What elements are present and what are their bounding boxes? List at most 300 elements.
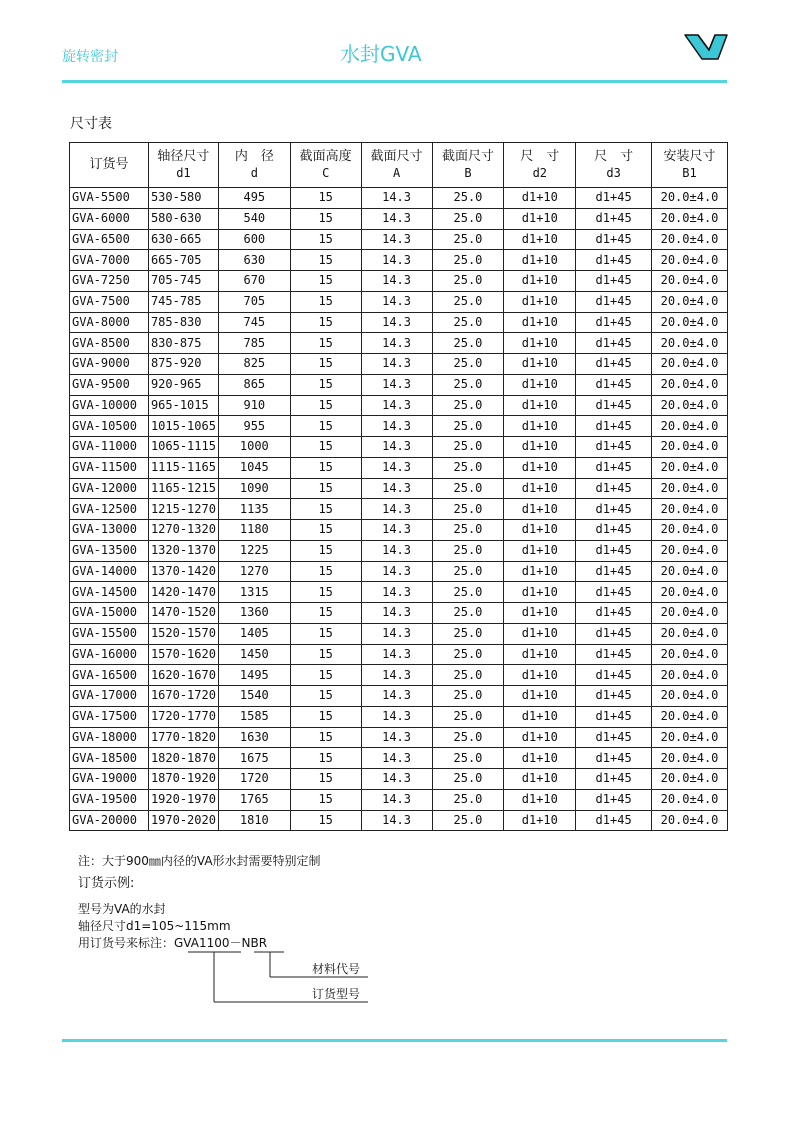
table-cell: d1+10 (504, 478, 576, 499)
table-cell: d1+10 (504, 561, 576, 582)
table-cell: 20.0±4.0 (652, 188, 728, 209)
table-cell: 705-745 (148, 271, 218, 292)
table-cell: 15 (290, 188, 361, 209)
table-cell: 20.0±4.0 (652, 437, 728, 458)
table-cell: GVA-18000 (70, 727, 149, 748)
table-cell: GVA-9000 (70, 354, 149, 375)
table-cell: d1+10 (504, 706, 576, 727)
table-cell: 14.3 (361, 188, 432, 209)
table-cell: d1+45 (576, 229, 652, 250)
table-cell: 14.3 (361, 540, 432, 561)
table-cell: 20.0±4.0 (652, 603, 728, 624)
table-cell: 20.0±4.0 (652, 706, 728, 727)
table-cell: 25.0 (432, 603, 504, 624)
table-cell: 20.0±4.0 (652, 665, 728, 686)
table-cell: 1405 (218, 623, 290, 644)
header-label: 截面尺寸 (370, 149, 423, 164)
table-cell: GVA-11000 (70, 437, 149, 458)
table-cell: GVA-15000 (70, 603, 149, 624)
table-cell: d1+10 (504, 457, 576, 478)
table-cell: 20.0±4.0 (652, 374, 728, 395)
table-cell: 20.0±4.0 (652, 520, 728, 541)
table-cell: d1+45 (576, 810, 652, 831)
table-cell: 1675 (218, 748, 290, 769)
table-cell: 15 (290, 582, 361, 603)
table-cell: 14.3 (361, 416, 432, 437)
table-cell: 20.0±4.0 (652, 354, 728, 375)
header-label: 截面尺寸 (441, 149, 494, 164)
table-cell: d1+45 (576, 312, 652, 333)
table-cell: 14.3 (361, 312, 432, 333)
table-cell: 25.0 (432, 686, 504, 707)
header-symbol: d3 (606, 166, 621, 180)
table-cell: 1450 (218, 644, 290, 665)
table-cell: 15 (290, 499, 361, 520)
header-label: 订货号 (89, 157, 129, 172)
table-cell: d1+10 (504, 229, 576, 250)
table-cell: 955 (218, 416, 290, 437)
table-cell: 25.0 (432, 748, 504, 769)
table-cell: 1620-1670 (148, 665, 218, 686)
table-cell: 14.3 (361, 665, 432, 686)
header-label: 安装尺寸 (663, 149, 716, 164)
table-cell: 14.3 (361, 603, 432, 624)
table-cell: 15 (290, 623, 361, 644)
header-left-label: 旋转密封 (62, 49, 118, 65)
table-cell: 25.0 (432, 623, 504, 644)
table-cell: GVA-12500 (70, 499, 149, 520)
table-cell: 14.3 (361, 810, 432, 831)
table-cell: 15 (290, 665, 361, 686)
table-cell: d1+45 (576, 271, 652, 292)
table-cell: 600 (218, 229, 290, 250)
table-cell: GVA-6000 (70, 208, 149, 229)
table-cell: 1270-1320 (148, 520, 218, 541)
table-cell: 20.0±4.0 (652, 686, 728, 707)
example-line-code: 用订货号来标注：GVA1100－NBR (78, 936, 268, 950)
table-cell: d1+45 (576, 208, 652, 229)
table-cell: 15 (290, 312, 361, 333)
table-cell: GVA-16500 (70, 665, 149, 686)
table-cell: 1820-1870 (148, 748, 218, 769)
header-label: 尺 寸 (520, 149, 560, 164)
table-cell: 1135 (218, 499, 290, 520)
table-cell: 25.0 (432, 208, 504, 229)
header-symbol: B1 (682, 166, 697, 180)
table-cell: 20.0±4.0 (652, 769, 728, 790)
table-cell: 20.0±4.0 (652, 271, 728, 292)
table-cell: GVA-19000 (70, 769, 149, 790)
table-cell: 1225 (218, 540, 290, 561)
table-cell: 1015-1065 (148, 416, 218, 437)
example-line-shaft: 轴径尺寸d1=105~115mm (78, 919, 231, 933)
table-cell: d1+45 (576, 748, 652, 769)
table-cell: 830-875 (148, 333, 218, 354)
table-cell: 15 (290, 706, 361, 727)
table-cell: 1540 (218, 686, 290, 707)
table-cell: d1+10 (504, 789, 576, 810)
table-cell: 14.3 (361, 520, 432, 541)
table-cell: 14.3 (361, 686, 432, 707)
table-cell: 1970-2020 (148, 810, 218, 831)
table-cell: GVA-13000 (70, 520, 149, 541)
label-material-code: 材料代号 (312, 962, 361, 976)
header-symbol: d2 (532, 166, 548, 180)
table-cell: GVA-9500 (70, 374, 149, 395)
table-cell: 20.0±4.0 (652, 540, 728, 561)
table-cell: 910 (218, 395, 290, 416)
table-cell: 1360 (218, 603, 290, 624)
table-cell: d1+45 (576, 499, 652, 520)
table-cell: 14.3 (361, 457, 432, 478)
table-cell: 14.3 (361, 291, 432, 312)
table-cell: 14.3 (361, 478, 432, 499)
table-cell: GVA-7250 (70, 271, 149, 292)
table-cell: 25.0 (432, 333, 504, 354)
table-cell: 1420-1470 (148, 582, 218, 603)
table-cell: 14.3 (361, 623, 432, 644)
table-cell: 495 (218, 188, 290, 209)
table-cell: 25.0 (432, 478, 504, 499)
table-cell: 25.0 (432, 374, 504, 395)
table-cell: 20.0±4.0 (652, 561, 728, 582)
table-cell: GVA-11500 (70, 457, 149, 478)
table-cell: 14.3 (361, 727, 432, 748)
table-cell: 20.0±4.0 (652, 250, 728, 271)
table-cell: 20.0±4.0 (652, 810, 728, 831)
table-cell: 1045 (218, 457, 290, 478)
table-cell: GVA-17500 (70, 706, 149, 727)
table-cell: 20.0±4.0 (652, 727, 728, 748)
header-symbol: d1 (176, 166, 191, 180)
table-cell: 15 (290, 520, 361, 541)
table-cell: 15 (290, 561, 361, 582)
table-cell: d1+10 (504, 395, 576, 416)
table-cell: 25.0 (432, 769, 504, 790)
table-cell: 15 (290, 416, 361, 437)
table-cell: d1+10 (504, 603, 576, 624)
table-cell: 920-965 (148, 374, 218, 395)
table-cell: GVA-14000 (70, 561, 149, 582)
table-cell: 1180 (218, 520, 290, 541)
table-cell: 15 (290, 644, 361, 665)
table-cell: d1+10 (504, 686, 576, 707)
table-cell: 1770-1820 (148, 727, 218, 748)
table-cell: GVA-12000 (70, 478, 149, 499)
table-cell: 25.0 (432, 706, 504, 727)
table-cell: d1+45 (576, 416, 652, 437)
table-cell: d1+45 (576, 333, 652, 354)
table-cell: 1320-1370 (148, 540, 218, 561)
table-cell: 20.0±4.0 (652, 312, 728, 333)
table-cell: d1+45 (576, 437, 652, 458)
table-cell: 15 (290, 769, 361, 790)
table-cell: 670 (218, 271, 290, 292)
table-cell: 1520-1570 (148, 623, 218, 644)
table-cell: d1+45 (576, 686, 652, 707)
table-cell: 25.0 (432, 561, 504, 582)
table-cell: 1270 (218, 561, 290, 582)
table-cell: 15 (290, 395, 361, 416)
table-cell: d1+10 (504, 810, 576, 831)
table-cell: 25.0 (432, 727, 504, 748)
example-title: 订货示例: (78, 876, 135, 891)
table-cell: GVA-17000 (70, 686, 149, 707)
table-cell: 1215-1270 (148, 499, 218, 520)
table-cell: 15 (290, 354, 361, 375)
table-cell: 1670-1720 (148, 686, 218, 707)
table-cell: 785-830 (148, 312, 218, 333)
table-cell: 15 (290, 208, 361, 229)
table-cell: d1+10 (504, 333, 576, 354)
header-symbol: B (464, 166, 472, 180)
table-cell: 25.0 (432, 250, 504, 271)
table-cell: GVA-15500 (70, 623, 149, 644)
example-line-model: 型号为VA的水封 (78, 902, 166, 916)
table-cell: 20.0±4.0 (652, 229, 728, 250)
table-cell: 1870-1920 (148, 769, 218, 790)
table-cell: 15 (290, 229, 361, 250)
table-cell: GVA-8000 (70, 312, 149, 333)
table-cell: 1165-1215 (148, 478, 218, 499)
table-cell: 20.0±4.0 (652, 499, 728, 520)
table-cell: 1920-1970 (148, 789, 218, 810)
table-cell: d1+10 (504, 208, 576, 229)
table-cell: 20.0±4.0 (652, 291, 728, 312)
table-cell: GVA-13500 (70, 540, 149, 561)
table-cell: d1+45 (576, 582, 652, 603)
table-cell: 20.0±4.0 (652, 333, 728, 354)
table-cell: 15 (290, 727, 361, 748)
table-cell: d1+10 (504, 727, 576, 748)
table-cell: 580-630 (148, 208, 218, 229)
table-cell: 20.0±4.0 (652, 644, 728, 665)
table-cell: 15 (290, 333, 361, 354)
table-cell: 1585 (218, 706, 290, 727)
table-cell: 20.0±4.0 (652, 416, 728, 437)
table-cell: 15 (290, 748, 361, 769)
table-cell: 14.3 (361, 374, 432, 395)
table-cell: 14.3 (361, 769, 432, 790)
header-symbol: d (250, 166, 258, 180)
table-cell: 25.0 (432, 312, 504, 333)
table-cell: d1+45 (576, 727, 652, 748)
table-cell: 1370-1420 (148, 561, 218, 582)
table-cell: 14.3 (361, 789, 432, 810)
table-cell: d1+45 (576, 603, 652, 624)
table-cell: 630-665 (148, 229, 218, 250)
table-cell: 25.0 (432, 644, 504, 665)
table-cell: d1+10 (504, 644, 576, 665)
table-cell: 25.0 (432, 188, 504, 209)
custom-note: 注：大于900㎜内径的VA形水封需要特别定制 (78, 854, 321, 868)
table-cell: d1+10 (504, 769, 576, 790)
table-cell: d1+45 (576, 561, 652, 582)
table-cell: 875-920 (148, 354, 218, 375)
table-cell: 1810 (218, 810, 290, 831)
header-label: 轴径尺寸 (157, 149, 210, 164)
table-cell: 15 (290, 603, 361, 624)
table-cell: 745-785 (148, 291, 218, 312)
table-cell: 1765 (218, 789, 290, 810)
table-cell: 20.0±4.0 (652, 789, 728, 810)
table-cell: 20.0±4.0 (652, 457, 728, 478)
table-cell: d1+10 (504, 291, 576, 312)
table-cell: GVA-7500 (70, 291, 149, 312)
table-cell: d1+10 (504, 271, 576, 292)
table-cell: 15 (290, 374, 361, 395)
table-cell: d1+45 (576, 395, 652, 416)
table-cell: 1065-1115 (148, 437, 218, 458)
table-cell: 14.3 (361, 748, 432, 769)
table-cell: GVA-16000 (70, 644, 149, 665)
table-cell: 15 (290, 686, 361, 707)
table-cell: 14.3 (361, 437, 432, 458)
table-cell: GVA-20000 (70, 810, 149, 831)
table-cell: 14.3 (361, 271, 432, 292)
table-cell: 15 (290, 789, 361, 810)
table-cell: d1+10 (504, 374, 576, 395)
table-cell: d1+10 (504, 416, 576, 437)
table-cell: 14.3 (361, 561, 432, 582)
table-cell: GVA-10500 (70, 416, 149, 437)
table-cell: d1+45 (576, 706, 652, 727)
table-cell: 14.3 (361, 644, 432, 665)
table-cell: 15 (290, 540, 361, 561)
table-cell: 25.0 (432, 457, 504, 478)
table-cell: d1+45 (576, 769, 652, 790)
table-cell: d1+45 (576, 644, 652, 665)
table-cell: 15 (290, 478, 361, 499)
header-label: 截面高度 (299, 149, 352, 164)
table-cell: 25.0 (432, 582, 504, 603)
table-cell: GVA-5500 (70, 188, 149, 209)
table-cell: d1+45 (576, 520, 652, 541)
table-cell: 1495 (218, 665, 290, 686)
table-cell: d1+45 (576, 291, 652, 312)
table-cell: 14.3 (361, 582, 432, 603)
table-cell: 965-1015 (148, 395, 218, 416)
table-cell: 20.0±4.0 (652, 395, 728, 416)
table-cell: d1+10 (504, 582, 576, 603)
table-cell: 865 (218, 374, 290, 395)
table-cell: d1+10 (504, 188, 576, 209)
table-cell: 25.0 (432, 540, 504, 561)
table-cell: 15 (290, 291, 361, 312)
table-cell: d1+10 (504, 354, 576, 375)
table-cell: 25.0 (432, 810, 504, 831)
table-cell: 15 (290, 810, 361, 831)
table-cell: d1+45 (576, 457, 652, 478)
table-cell: 825 (218, 354, 290, 375)
header-symbol: A (392, 166, 401, 180)
table-cell: 20.0±4.0 (652, 623, 728, 644)
table-cell: d1+10 (504, 520, 576, 541)
table-cell: d1+10 (504, 312, 576, 333)
table-cell: 630 (218, 250, 290, 271)
table-cell: 25.0 (432, 271, 504, 292)
table-cell: d1+45 (576, 374, 652, 395)
table-cell: 14.3 (361, 354, 432, 375)
table-cell: 25.0 (432, 416, 504, 437)
table-cell: 745 (218, 312, 290, 333)
table-cell: 25.0 (432, 499, 504, 520)
table-cell: 14.3 (361, 333, 432, 354)
table-cell: d1+10 (504, 250, 576, 271)
table-cell: 1720 (218, 769, 290, 790)
table-cell: d1+45 (576, 188, 652, 209)
table-cell: 15 (290, 250, 361, 271)
table-cell: 705 (218, 291, 290, 312)
table-cell: GVA-18500 (70, 748, 149, 769)
label-order-model: 订货型号 (312, 987, 361, 1001)
table-cell: 1115-1165 (148, 457, 218, 478)
table-cell: d1+45 (576, 540, 652, 561)
table-cell: GVA-6500 (70, 229, 149, 250)
table-cell: 1470-1520 (148, 603, 218, 624)
table-cell: 14.3 (361, 499, 432, 520)
table-cell: d1+10 (504, 540, 576, 561)
table-cell: 25.0 (432, 229, 504, 250)
table-cell: d1+45 (576, 354, 652, 375)
table-cell: d1+45 (576, 789, 652, 810)
table-cell: d1+45 (576, 665, 652, 686)
page-title: 水封GVA (340, 42, 422, 66)
table-caption: 尺寸表 (70, 116, 112, 132)
table-cell: 14.3 (361, 208, 432, 229)
table-cell: 25.0 (432, 395, 504, 416)
table-cell: 1570-1620 (148, 644, 218, 665)
table-cell: 20.0±4.0 (652, 208, 728, 229)
footer-divider (62, 1039, 727, 1042)
table-cell: d1+45 (576, 623, 652, 644)
header-label: 尺 寸 (594, 149, 634, 164)
table-cell: 14.3 (361, 229, 432, 250)
table-cell: 20.0±4.0 (652, 478, 728, 499)
table-cell: GVA-14500 (70, 582, 149, 603)
table-cell: 25.0 (432, 437, 504, 458)
table-cell: 14.3 (361, 706, 432, 727)
table-cell: d1+10 (504, 665, 576, 686)
table-cell: 15 (290, 271, 361, 292)
table-cell: 1315 (218, 582, 290, 603)
table-cell: 1000 (218, 437, 290, 458)
header-label: 内 径 (234, 149, 274, 164)
table-cell: 785 (218, 333, 290, 354)
table-cell: GVA-7000 (70, 250, 149, 271)
table-cell: 25.0 (432, 354, 504, 375)
table-cell: 25.0 (432, 291, 504, 312)
table-cell: 1720-1770 (148, 706, 218, 727)
table-cell: 20.0±4.0 (652, 748, 728, 769)
table-cell: d1+10 (504, 748, 576, 769)
table-cell: GVA-19500 (70, 789, 149, 810)
table-cell: d1+45 (576, 250, 652, 271)
table-cell: 25.0 (432, 665, 504, 686)
table-cell: 15 (290, 457, 361, 478)
table-cell: 25.0 (432, 789, 504, 810)
header-symbol: C (322, 166, 330, 180)
table-cell: 14.3 (361, 395, 432, 416)
table-cell: 1630 (218, 727, 290, 748)
table-cell: 530-580 (148, 188, 218, 209)
table-cell: d1+10 (504, 623, 576, 644)
table-cell: GVA-10000 (70, 395, 149, 416)
table-cell: 540 (218, 208, 290, 229)
table-cell: 20.0±4.0 (652, 582, 728, 603)
table-cell: d1+10 (504, 499, 576, 520)
table-cell: 1090 (218, 478, 290, 499)
